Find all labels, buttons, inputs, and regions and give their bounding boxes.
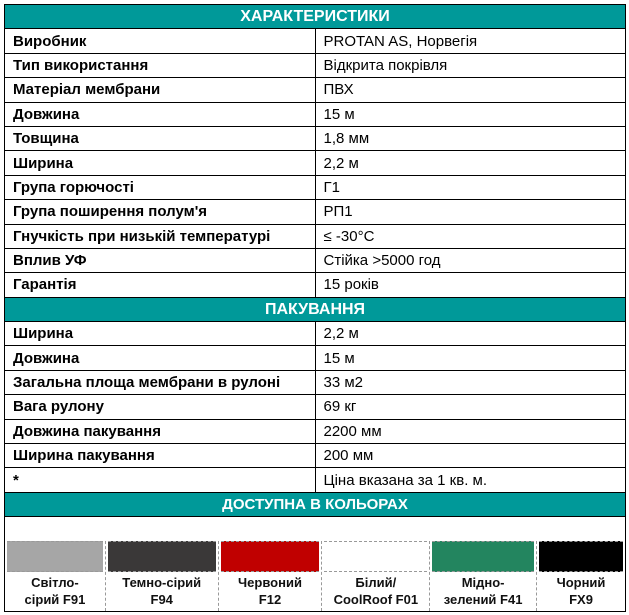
table-row — [5, 29, 626, 53]
property-value: 2,2 м — [315, 151, 626, 175]
property-label: Матеріал мембрани — [5, 78, 316, 102]
table-row — [5, 395, 626, 419]
color-label: Чорний FX9 — [556, 575, 606, 608]
color-swatch — [221, 541, 320, 572]
property-value: 200 мм — [315, 444, 626, 468]
color-label: Мідно- зелений F41 — [443, 575, 523, 608]
property-label: * — [5, 468, 316, 492]
color-option — [430, 541, 537, 611]
table-row — [5, 78, 626, 102]
property-value: 69 кг — [315, 395, 626, 419]
table-row — [5, 419, 626, 443]
table-row — [5, 444, 626, 468]
table-row — [5, 322, 626, 346]
color-swatch — [7, 541, 103, 572]
table-row — [5, 273, 626, 297]
color-label: Темно-сірий F94 — [122, 575, 202, 608]
color-label: Світло- сірий F91 — [24, 575, 86, 608]
color-swatch — [324, 541, 427, 572]
table-row — [5, 370, 626, 394]
table-row — [5, 224, 626, 248]
property-value: 1,8 мм — [315, 126, 626, 150]
property-value: Ціна вказана за 1 кв. м. — [315, 468, 626, 492]
property-label: Довжина пакування — [5, 419, 316, 443]
property-label: Гарантія — [5, 273, 316, 297]
property-label: Група поширення полум'я — [5, 200, 316, 224]
section-header-packaging: ПАКУВАННЯ — [5, 297, 626, 321]
table-row — [5, 126, 626, 150]
spec-table — [4, 4, 626, 517]
property-label: Ширина — [5, 322, 316, 346]
table-row — [5, 175, 626, 199]
property-value: Г1 — [315, 175, 626, 199]
table-row — [5, 346, 626, 370]
table-row — [5, 248, 626, 272]
property-value: 2,2 м — [315, 322, 626, 346]
table-row — [5, 53, 626, 77]
property-value: ПВХ — [315, 78, 626, 102]
color-option — [106, 541, 219, 611]
property-label: Вага рулону — [5, 395, 316, 419]
property-value: PROTAN AS, Норвегія — [315, 29, 626, 53]
color-option — [5, 541, 106, 611]
property-label: Група горючості — [5, 175, 316, 199]
property-label: Тип використання — [5, 53, 316, 77]
spec-sheet — [4, 4, 626, 612]
property-value: РП1 — [315, 200, 626, 224]
property-value: Відкрита покрівля — [315, 53, 626, 77]
section-header-characteristics: ХАРАКТЕРИСТИКИ — [5, 5, 626, 29]
property-label: Загальна площа мембрани в рулоні — [5, 370, 316, 394]
color-swatch — [108, 541, 216, 572]
section-header-colors: ДОСТУПНА В КОЛЬОРАХ — [5, 492, 626, 516]
property-value: Стійка >5000 год — [315, 248, 626, 272]
property-label: Товщина — [5, 126, 316, 150]
color-label: Червоний F12 — [238, 575, 302, 608]
property-value: 2200 мм — [315, 419, 626, 443]
property-label: Гнучкість при низькій температурі — [5, 224, 316, 248]
property-label: Довжина — [5, 102, 316, 126]
table-row — [5, 468, 626, 492]
property-label: Виробник — [5, 29, 316, 53]
spacer — [4, 517, 626, 541]
property-value: 33 м2 — [315, 370, 626, 394]
color-label: Білий/ CoolRoof F01 — [333, 575, 419, 608]
table-row — [5, 151, 626, 175]
property-label: Довжина — [5, 346, 316, 370]
property-label: Ширина — [5, 151, 316, 175]
color-swatches — [4, 541, 626, 612]
table-row — [5, 102, 626, 126]
color-swatch — [539, 541, 623, 572]
property-label: Вплив УФ — [5, 248, 316, 272]
property-value: 15 років — [315, 273, 626, 297]
color-option — [322, 541, 430, 611]
color-option — [537, 541, 625, 611]
property-label: Ширина пакування — [5, 444, 316, 468]
table-row — [5, 200, 626, 224]
color-swatch — [432, 541, 534, 572]
color-option — [219, 541, 323, 611]
property-value: 15 м — [315, 346, 626, 370]
property-value: 15 м — [315, 102, 626, 126]
property-value: ≤ -30°C — [315, 224, 626, 248]
